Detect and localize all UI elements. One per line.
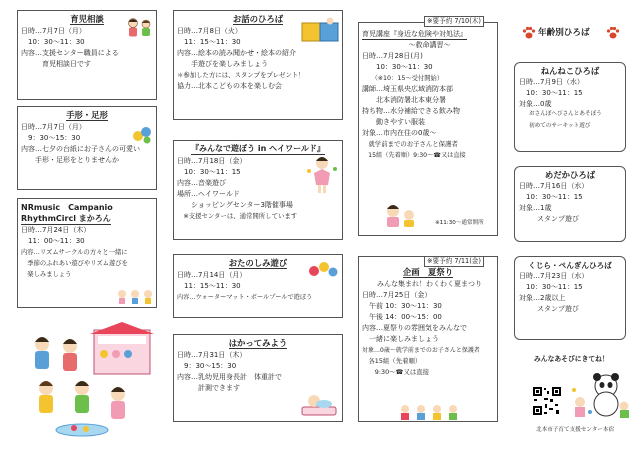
content-line: 内容…七夕の台紙にお子さんの可愛い	[21, 145, 140, 153]
activity-note: 初めてのサーキット遊び	[529, 123, 591, 129]
time-line: 11：00～11：30	[21, 237, 85, 245]
content-line: 内容…ウォーターマット・ボールプールで遊ぼう	[177, 294, 313, 301]
kujira-penguin-hiroba-box	[514, 256, 626, 340]
activity-note: スタンプ遊び	[537, 215, 579, 223]
summer-festival-illustration-icon	[22, 322, 160, 440]
date-line: 日時…7月18日（金）	[177, 157, 247, 165]
nenneko-hiroba-box	[514, 62, 626, 152]
paw-icon	[606, 26, 620, 40]
lecture-title: 育児講座『身近な危険や対処法』	[362, 30, 467, 38]
box-title: 企画 夏祭り	[402, 267, 454, 277]
ikuji-kouza-box	[358, 22, 498, 236]
content-line: 内容…リズムサークルの方々と一緒に	[21, 249, 128, 256]
target-line: 対象…市内在住の0歳～	[362, 129, 437, 137]
reservation-badge: ※要予約 7/10(木)	[424, 16, 484, 27]
ball-icon	[308, 259, 338, 279]
belongings-line: 動きやすい服装	[362, 118, 425, 126]
target-line: 就学前までのお子さんと保護者	[362, 140, 458, 148]
date-line: 日時…7月7日（月）	[21, 27, 86, 35]
content-line: 内容…支援センター職員による	[21, 49, 119, 57]
box-title: 育児相談	[70, 14, 104, 24]
ikuji-soudan-box	[17, 10, 157, 100]
content-line: 内容…乳幼児用身長計 体重計で	[177, 373, 282, 381]
time-line: 10：30～11：15	[519, 283, 583, 291]
reservation-badge: ※要予約 7/11(金)	[424, 256, 484, 267]
stamp-note: ＊参加した方には、スタンプをプレゼント！	[177, 71, 305, 79]
box-title: めだかひろば	[544, 170, 596, 180]
content-line: 手遊びを楽しみましょう	[177, 60, 268, 68]
note-line: ※支援センターは、通常開所しています	[177, 212, 298, 220]
time-line: 10：30～11：30	[362, 63, 433, 71]
picture-book-icon	[300, 17, 340, 45]
application-line: 15組（先着順）9:30～☎又は直接	[362, 152, 466, 159]
box-title: ねんねこひろば	[540, 66, 600, 76]
date-line: 日時…7月23日（水）	[519, 272, 589, 280]
target-line: 対象…0歳	[519, 100, 552, 108]
belongings-line: 持ち物…水分補給できる飲み物	[362, 107, 460, 115]
invitation-message: みんなあそびにきてね！	[534, 355, 609, 363]
lecturer-line: 北本消防署北本東分署	[362, 96, 446, 104]
nrmusic-box	[17, 198, 157, 308]
baby-scale-icon	[300, 391, 338, 417]
date-line: 日時…7月25日（金）	[362, 291, 432, 299]
regular-open-note: ※11:30～通常開所	[435, 220, 484, 226]
heyworld-event-box	[173, 140, 343, 240]
festival-kids-icon	[397, 403, 461, 421]
hakatte-miyou-box	[173, 334, 343, 422]
capacity-line: 各15組（先着順）	[362, 357, 422, 365]
date-line: 日時…7月9日（水）	[519, 78, 584, 86]
handprint-icon	[130, 122, 154, 146]
ohanashi-hiroba-box	[173, 10, 343, 120]
date-line: 日時…7月31日（木）	[177, 351, 247, 359]
date-line: 日時…7月14日（月）	[177, 271, 247, 279]
box-title: 『みんなで遊ぼう in ヘイワールド』	[191, 144, 325, 153]
lecture-subtitle: ～救命講習～	[408, 41, 451, 49]
music-kids-icon	[116, 287, 154, 305]
content-line: 楽しみましょう	[21, 271, 72, 278]
content-line: 育児相談日です	[21, 60, 91, 68]
activity-note: スタンプ遊び	[537, 305, 579, 313]
group-name-line1: NRmusic Campanio	[21, 203, 113, 212]
time-line: 9：30～15：30	[177, 362, 237, 370]
time-line: 10：30～11：15	[519, 193, 583, 201]
tegata-ashigata-box	[17, 106, 157, 190]
target-line: 対象…2歳以上	[519, 294, 566, 302]
target-line: 対象…0歳～就学前までのお子さんと保護者	[362, 347, 480, 354]
activity-note: おさんぽへびさんとあそぼう	[529, 111, 602, 117]
qr-code-icon[interactable]	[532, 386, 562, 416]
catchphrase: みんな集まれ！わくわく夏まつり	[377, 280, 482, 288]
time-line: 11：15～11：30	[177, 282, 241, 290]
otanoshimi-asobi-box	[173, 254, 343, 318]
content-line: 季節のふれあい遊びやリズム遊びを	[21, 260, 128, 267]
application-line: 9:30～☎又は直接	[362, 368, 430, 376]
natsumatsuri-box	[358, 256, 498, 422]
content-line: 内容…音楽遊び	[177, 179, 226, 187]
organization-name: 北本市子育て支援センター本宿	[536, 427, 615, 433]
content-line: 一緒に楽しみましょう	[362, 335, 439, 343]
lecturer-line: 講師…埼玉県央広域消防本部	[362, 85, 453, 93]
box-title: おたのしみ遊び	[228, 258, 288, 268]
content-line: 計測できます	[177, 384, 240, 392]
afternoon-time-line: 午後 14：00～15：00	[362, 313, 442, 321]
content-line: 手形・足形をとりませんか	[21, 156, 119, 164]
content-line: 内容…夏祭りの雰囲気をみんなで	[362, 324, 467, 332]
lecture-family-icon	[383, 203, 421, 229]
time-line: 10：30～11：30	[21, 38, 85, 46]
place-line: 場所…ヘイワールド	[177, 190, 240, 198]
medaka-hiroba-box	[514, 166, 626, 242]
time-line: 11：15～11：30	[177, 38, 241, 46]
box-title: くじら・ぺんぎんひろば	[528, 261, 612, 270]
date-line: 日時…7月7日（月）	[21, 123, 86, 131]
box-title: はかってみよう	[228, 338, 288, 348]
date-line: 日時…7月28日(月)	[362, 52, 423, 60]
paw-icon	[522, 26, 536, 40]
content-line: 内容…絵本の読み聞かせ・絵本の紹介	[177, 49, 296, 57]
date-line: 日時…7月16日（水）	[519, 182, 589, 190]
box-title: お話のひろば	[232, 14, 284, 24]
panda-kids-illustration-icon	[570, 372, 630, 420]
target-line: 対象…1歳	[519, 204, 552, 212]
date-line: 日時…7月24日（木）	[21, 226, 91, 234]
time-line: 10：30～11：15	[177, 168, 241, 176]
group-name-line2: RhythmCircl まかろん	[21, 214, 111, 223]
box-title: 手形・足形	[66, 110, 108, 120]
cooperation-line: 協力…北本こどもの本を楽しむ会	[177, 82, 282, 90]
morning-time-line: 午前 10：30～11：30	[362, 302, 442, 310]
place-line: ショッピングセンター3階催事場	[177, 201, 293, 209]
dancing-girl-icon	[306, 155, 338, 195]
family-illustration-icon	[124, 17, 156, 39]
age-section-header: 年齢別ひろば	[538, 28, 590, 38]
date-line: 日時…7月8日（火）	[177, 27, 242, 35]
time-line: 9：30～15：30	[21, 134, 81, 142]
reception-line: （※10：15～受付開始）	[362, 75, 444, 82]
time-line: 10：30～11：15	[519, 89, 583, 97]
